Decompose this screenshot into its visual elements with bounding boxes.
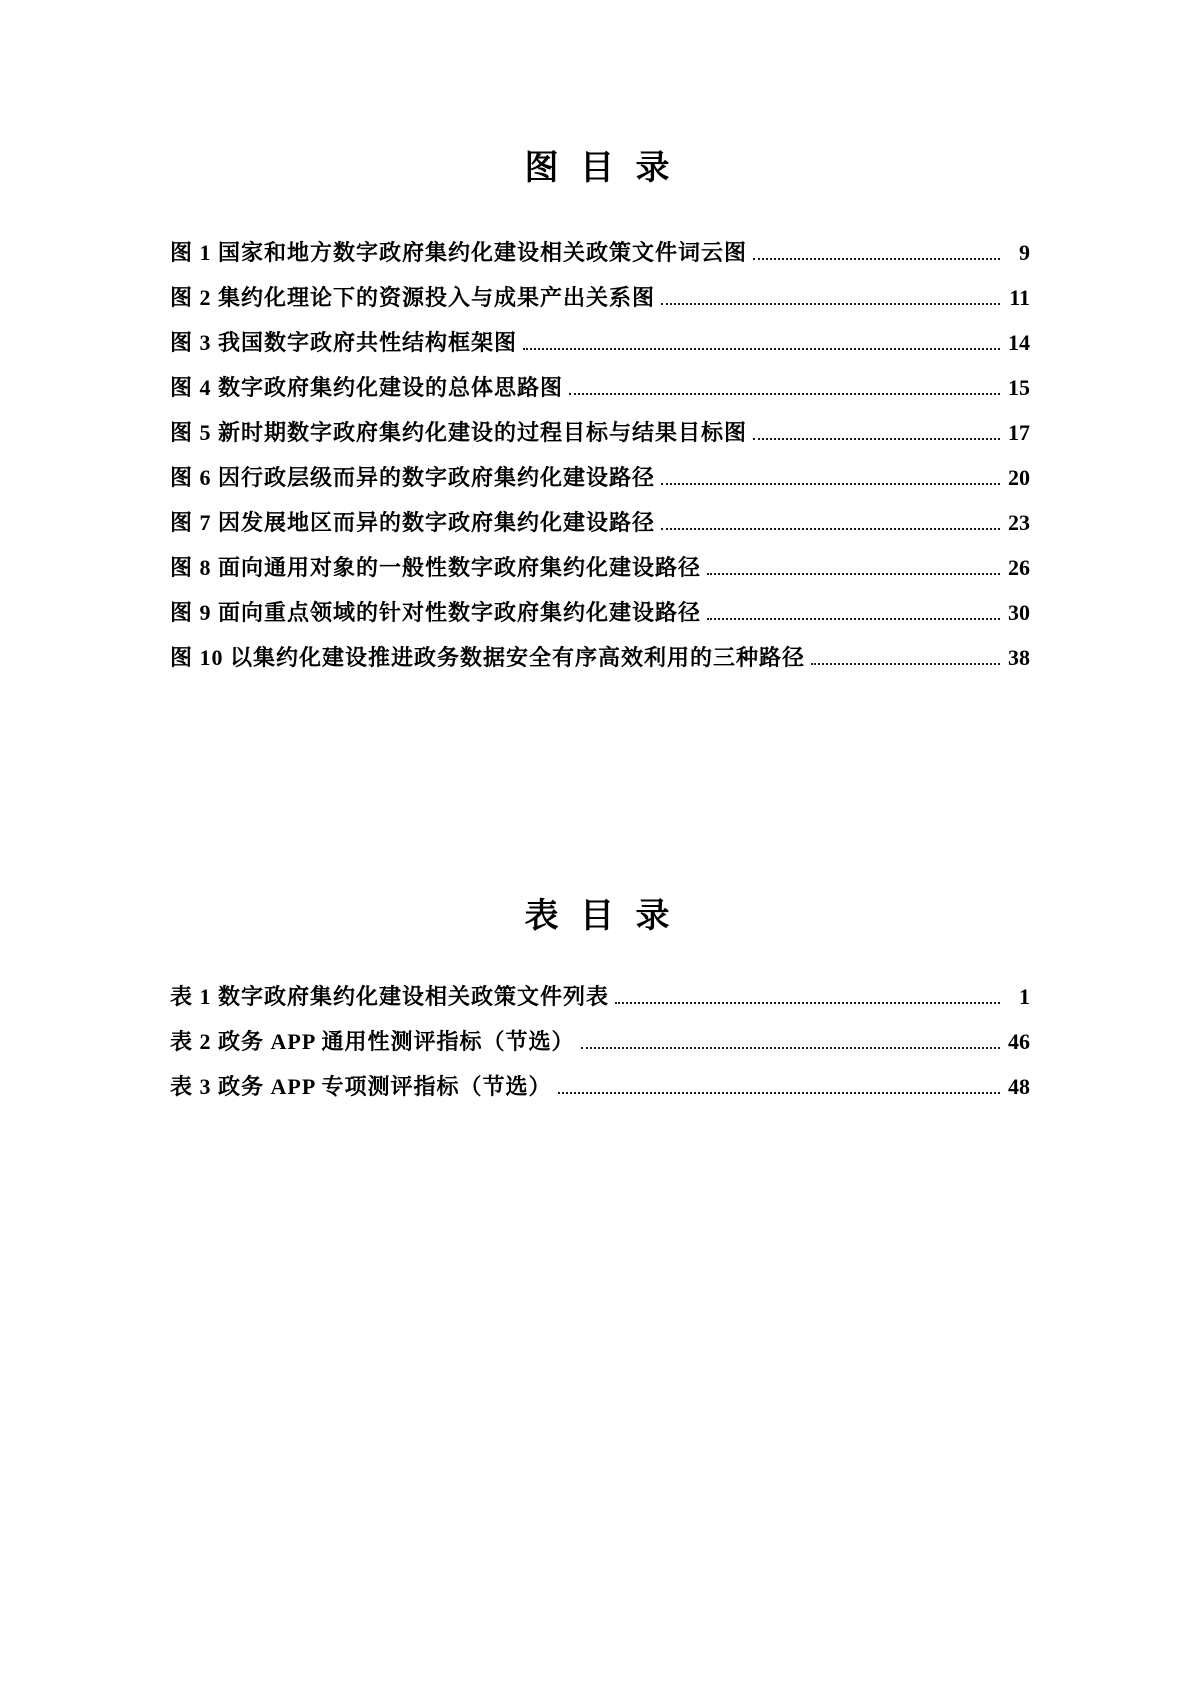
dot-leader xyxy=(661,303,1000,305)
toc-entry-figure-6[interactable] xyxy=(170,448,1030,493)
toc-entry-figure-10[interactable] xyxy=(170,628,1030,673)
toc-entry-label: 图 9 面向重点领域的针对性数字政府集约化建设路径 xyxy=(170,600,702,625)
toc-entry-label: 表 2 政务 APP 通用性测评指标（节选） xyxy=(170,1029,575,1054)
toc-entry-label: 图 7 因发展地区而异的数字政府集约化建设路径 xyxy=(170,510,656,535)
dot-leader xyxy=(523,348,1000,350)
toc-entry-page-number: 9 xyxy=(1019,240,1030,265)
toc-entry-label: 图 3 我国数字政府共性结构框架图 xyxy=(170,330,518,355)
toc-entry-page-number: 1 xyxy=(1019,984,1030,1009)
figure-index-section xyxy=(170,140,1030,673)
toc-entry-page-number: 48 xyxy=(1008,1074,1030,1099)
toc-entry-label: 图 2 集约化理论下的资源投入与成果产出关系图 xyxy=(170,285,656,310)
toc-entry-page-number: 23 xyxy=(1008,510,1030,535)
toc-entry-label: 图 1 国家和地方数字政府集约化建设相关政策文件词云图 xyxy=(170,240,748,265)
dot-leader xyxy=(569,393,1000,395)
toc-entry-label: 图 10 以集约化建设推进政务数据安全有序高效利用的三种路径 xyxy=(170,645,806,670)
toc-entry-figure-2[interactable] xyxy=(170,268,1030,313)
toc-entry-figure-3[interactable] xyxy=(170,313,1030,358)
toc-entry-table-2[interactable] xyxy=(170,1012,1030,1057)
table-index-title: 表 目 录 xyxy=(524,897,676,935)
toc-entry-label: 图 5 新时期数字政府集约化建设的过程目标与结果目标图 xyxy=(170,420,748,445)
toc-entry-page-number: 17 xyxy=(1008,420,1030,445)
toc-entry-figure-5[interactable] xyxy=(170,403,1030,448)
dot-leader xyxy=(753,438,1000,440)
dot-leader xyxy=(615,1002,1000,1004)
toc-entry-page-number: 38 xyxy=(1008,645,1030,670)
toc-entry-figure-8[interactable] xyxy=(170,538,1030,583)
dot-leader xyxy=(558,1092,1000,1094)
figure-index-list xyxy=(170,223,1030,673)
table-index-section xyxy=(170,888,1030,1102)
toc-entry-page-number: 14 xyxy=(1008,330,1030,355)
toc-entry-figure-7[interactable] xyxy=(170,493,1030,538)
toc-entry-table-3[interactable] xyxy=(170,1057,1030,1102)
toc-entry-table-1[interactable] xyxy=(170,967,1030,1012)
toc-entry-label: 图 4 数字政府集约化建设的总体思路图 xyxy=(170,375,564,400)
toc-entry-label: 表 1 数字政府集约化建设相关政策文件列表 xyxy=(170,984,610,1009)
toc-entry-label: 图 8 面向通用对象的一般性数字政府集约化建设路径 xyxy=(170,555,702,580)
toc-entry-page-number: 46 xyxy=(1008,1029,1030,1054)
dot-leader xyxy=(707,573,1000,575)
toc-entry-page-number: 20 xyxy=(1008,465,1030,490)
dot-leader xyxy=(581,1047,1000,1049)
toc-entry-page-number: 30 xyxy=(1008,600,1030,625)
figure-index-title: 图 目 录 xyxy=(524,149,676,187)
toc-entry-label: 表 3 政务 APP 专项测评指标（节选） xyxy=(170,1074,552,1099)
toc-entry-figure-9[interactable] xyxy=(170,583,1030,628)
dot-leader xyxy=(661,483,1000,485)
toc-entry-page-number: 11 xyxy=(1009,285,1030,310)
toc-entry-label: 图 6 因行政层级而异的数字政府集约化建设路径 xyxy=(170,465,656,490)
section-gap xyxy=(170,673,1030,888)
dot-leader xyxy=(661,528,1000,530)
toc-entry-figure-1[interactable] xyxy=(170,223,1030,268)
toc-entry-page-number: 26 xyxy=(1008,555,1030,580)
toc-entry-figure-4[interactable] xyxy=(170,358,1030,403)
table-index-list xyxy=(170,967,1030,1102)
dot-leader xyxy=(811,663,1000,665)
toc-entry-page-number: 15 xyxy=(1008,375,1030,400)
dot-leader xyxy=(707,618,1000,620)
dot-leader xyxy=(753,258,1000,260)
